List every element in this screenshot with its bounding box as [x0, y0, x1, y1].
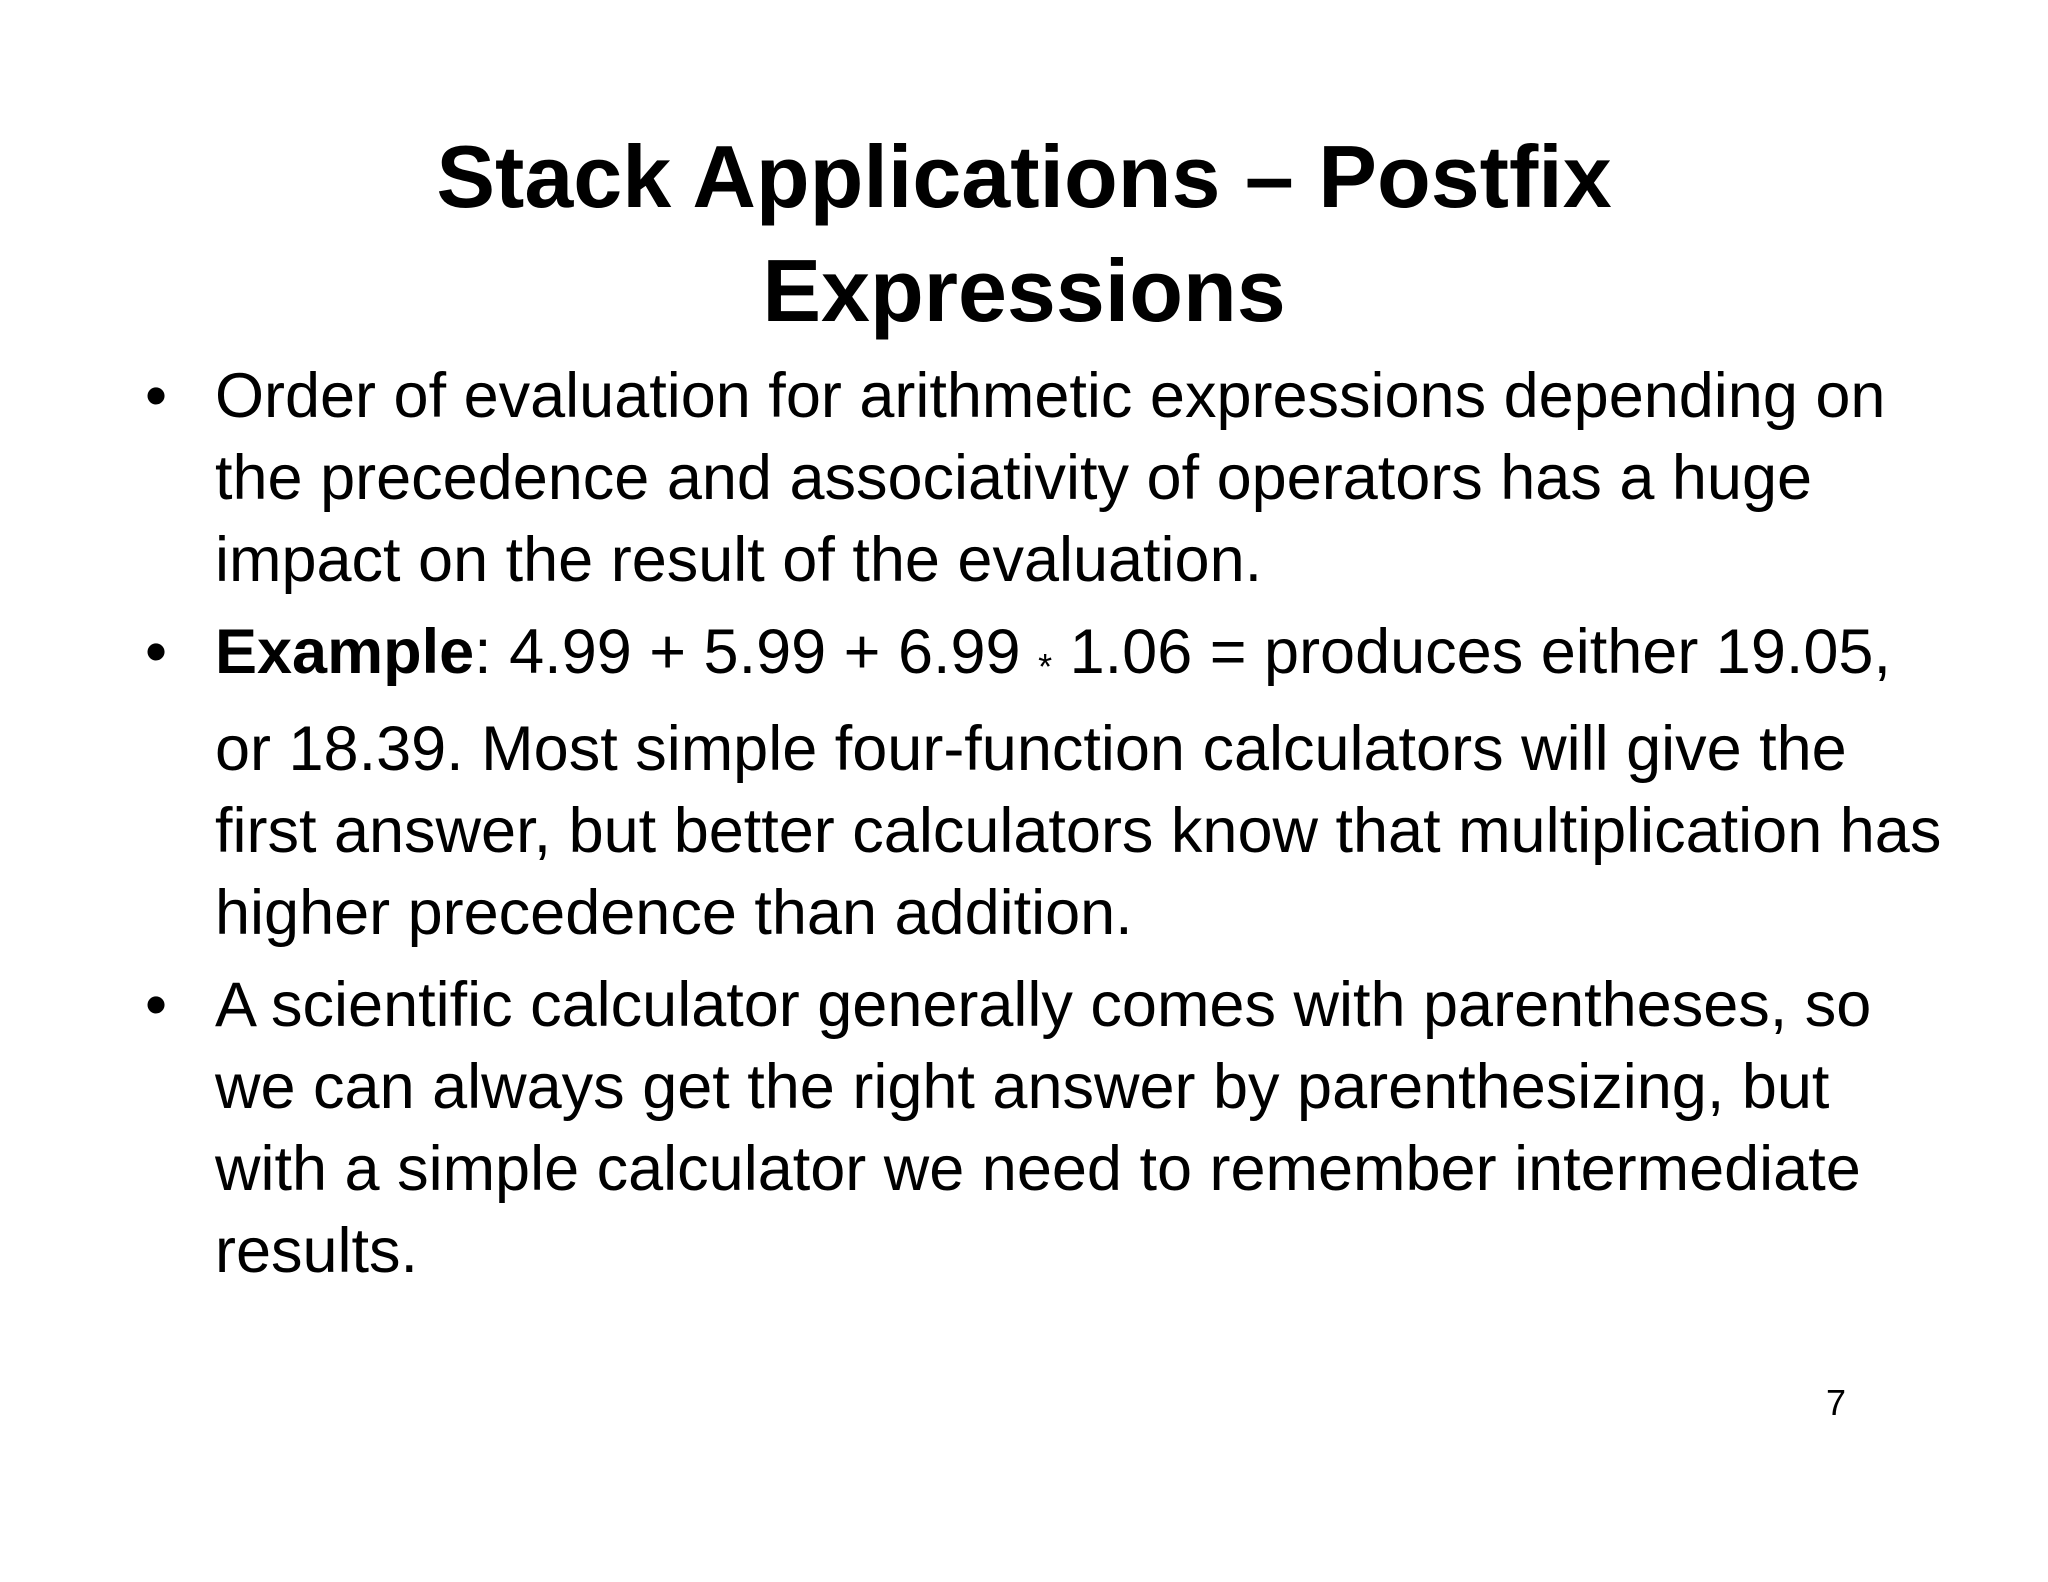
bullet-item: [145, 355, 1945, 601]
bullet-item: [145, 964, 1945, 1292]
bullet-list: [145, 355, 1945, 1302]
bullet-icon: •: [145, 617, 168, 687]
slide-title: [0, 120, 2048, 348]
example-label: Example: [215, 617, 475, 687]
bullet-icon: •: [145, 970, 168, 1040]
bullet-text: A scientific calculator generally comes with parentheses, so we can always get the right answer by parenthesizing, but with a simple calculator we need to remember intermediate results.: [215, 970, 1872, 1286]
slide-title-line-1: Stack Applications – Postfix: [436, 127, 1612, 226]
bullet-item: [145, 611, 1945, 954]
page-number: 7: [1826, 1382, 1847, 1423]
bullet-text: Order of evaluation for arithmetic expressions depending on the precedence and associativity of operators has a huge impact on the result of the evaluation.: [215, 361, 1886, 595]
multiply-operator: *: [1038, 646, 1053, 687]
bullet-text: [215, 611, 1945, 954]
bullet-icon: •: [145, 361, 168, 431]
example-expression: : 4.99 + 5.99 + 6.99: [474, 617, 1039, 687]
example-rest: 1.06 = produces either 19.05, or 18.39. Most simple four-function calculators will give the first answer, but better calculators know that multiplication has higher precedence than addition.: [215, 617, 1942, 948]
slide-title-line-2: Expressions: [762, 241, 1286, 340]
